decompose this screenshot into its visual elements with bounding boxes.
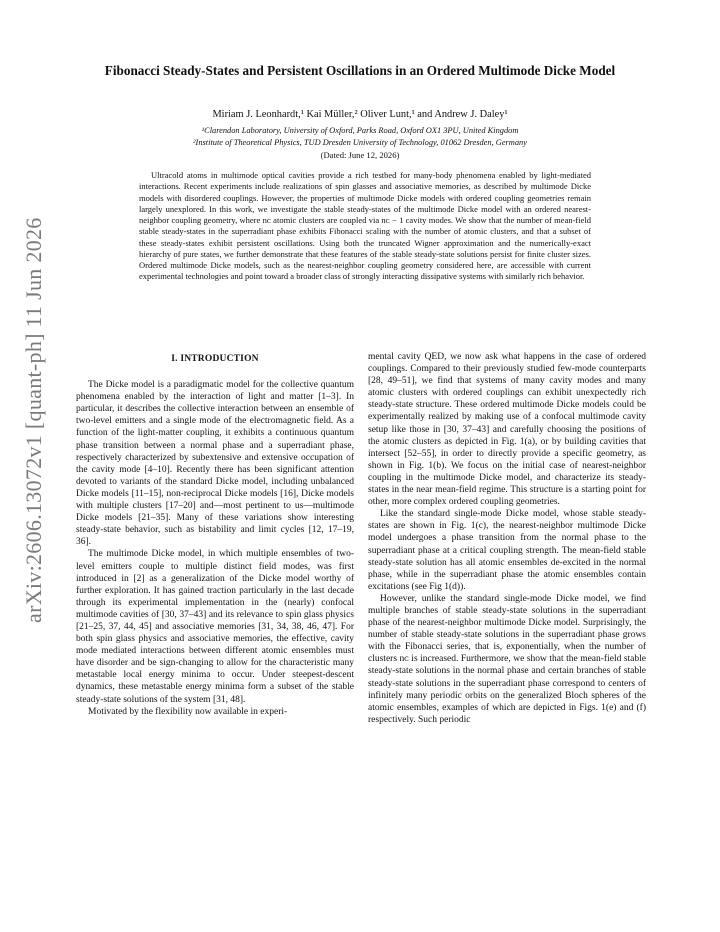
date-line: (Dated: June 12, 2026): [320, 150, 400, 160]
intro-paragraph-4: Like the standard single-mode Dicke model, whose stable steady-states are shown in Fig. 1(c), the nearest-neighbor multimode Dicke model undergoes a phase transition from the normal phase to the superradiant phase at a critical coupling strength. The mean-field stable steady-state solution has all atomic ensembles de-excited in the normal phase, while in the superradiant phase the atomic ensembles contain excitations (see Fig 1(d)).: [368, 509, 646, 592]
author-list: Miriam J. Leonhardt,¹ Kai Müller,² Oliver Lunt,¹ and Andrew J. Daley¹: [212, 109, 508, 120]
left-column: [76, 347, 354, 718]
intro-paragraph-3: Motivated by the flexibility now available in experi-: [88, 706, 288, 717]
affiliation-oxford: ¹Clarendon Laboratory, University of Oxford, Parks Road, Oxford OX1 3PU, United Kingdom: [201, 126, 519, 135]
right-column: [368, 351, 646, 726]
arxiv-identifier-stamp: arXiv:2606.13072v1 [quant-ph] 11 Jun 2026: [21, 217, 46, 623]
intro-paragraph-2: The multimode Dicke model, in which multiple ensembles of two-level emitters couple to multiple distinct field modes, was first introduced in [2] as a generalization of the Dicke model worthy of further exploration. It has gained traction particularly in the last decade through its experimental implementation in the (nearly) confocal multimode cavities of [30, 37–43] and its relevance to spin glass physics [21–25, 37, 44, 45] and associative memories [31, 34, 38, 46, 47]. For both spin glass physics and associative memories, the effective, cavity mode mediated interactions between different atomic ensembles must have disorder and be sign-changing to allow for the characteristic many metastable local energy minima to occur. Under steepest-descent dynamics, these metastable energy minima form a subset of the stable steady-state solutions of the system [31, 48].: [76, 549, 354, 705]
paper-title: Fibonacci Steady-States and Persistent Oscillations in an Ordered Multimode Dicke Model: [104, 63, 616, 78]
affiliation-dresden: ²Institute of Theoretical Physics, TUD Dresden University of Technology, 01062 Dresden, Germany: [193, 138, 527, 147]
intro-paragraph-3-continued: mental cavity QED, we now ask what happens in the case of ordered couplings. Compared to their previously studied few-mode counterparts [28, 49–51], we find that systems of many cavity modes and many atomic clusters with ordered couplings can exhibit unexpectedly rich steady-state structure. These ordered multimode Dicke models could be experimentally realized by making use of a confocal multimode cavity setup like those in [30, 37–43] and carefully choosing the positions of the atomic clusters as depicted in Fig. 1(a), or by building cavities that intersect [52–55], in order to directly provide a specific geometry, as shown in Fig. 1(b). We focus on the initial case of nearest-neighbor coupling in the multimode Dicke model, and characterize its steady-states in the near mean-field regime. This structure is a starting point for other, more complex ordered coupling geometries.: [368, 352, 646, 508]
section-heading-introduction: I. INTRODUCTION: [171, 354, 259, 364]
intro-paragraph-5: However, unlike the standard single-mode Dicke model, we find multiple branches of stable steady-state solutions in the superradiant phase of the nearest-neighbor multimode Dicke model. Surprisingly, the number of stable steady-state solutions in the superradiant phase grows with the Fibonacci series, that is, exponentially, when the number of clusters nᴄ is increased. Furthermore, we show that the mean-field stable steady-state solutions in the normal phase and certain branches of stable steady-state solutions in the superradiant phase correspond to centers of infinitely many periodic orbits on the generalized Bloch spheres of the atomic ensembles, examples of which are depicted in Figs. 1(e) and (f) respectively. Such periodic: [368, 593, 646, 725]
abstract: Ultracold atoms in multimode optical cavities provide a rich testbed for many-body phenomena enabled by light-mediated interactions. Recent experiments include realizations of spin glasses and associative memories, as described by multimode Dicke models with disordered couplings. However, the properties of multimode Dicke models with ordered coupling geometries remain largely unexplored. In this work, we investigate the stable steady-states of the multimode Dicke model with an ordered nearest-neighbor coupling geometry, where nᴄ atomic clusters are coupled via nᴄ − 1 cavity modes. We show that the number of mean-field stable steady-states in the superradiant phase exhibits Fibonacci scaling with the number of atomic clusters, and that a subset of these steady-states exhibit persistent oscillations. Using both the truncated Wigner approximation and the numerically-exact hierarchy of pure states, we further demonstrate that these features of the stable steady-state solutions persist for finite cluster sizes. Ordered multimode Dicke models, such as the nearest-neighbor coupling geometry considered here, are accessible with current experimental technologies and point toward a broader class of strongly interacting dissipative systems with similarly rich behavior.: [139, 170, 591, 282]
intro-paragraph-1: The Dicke model is a paradigmatic model for the collective quantum phenomena enabled by the interaction of light and matter [1–3]. In particular, it describes the collective interaction between an ensemble of two-level emitters and a single mode of the electromagnetic field. As a function of the light-matter coupling, it exhibits a continuous quantum phase transition between a normal phase and a superradiant phase, respectively characterized by subextensive and extensive occupation of the cavity mode [4–10]. Recently there has been significant attention devoted to variants of the standard Dicke model, including unbalanced Dicke models [11–15], non-reciprocal Dicke models [16], Dicke models with multiple clusters [17–20] and—most pertinent to us—multimode Dicke models [21–35]. Many of these variations show interesting steady-state behavior, such as bistability and limit cycles [12, 17–19, 36].: [76, 380, 354, 548]
